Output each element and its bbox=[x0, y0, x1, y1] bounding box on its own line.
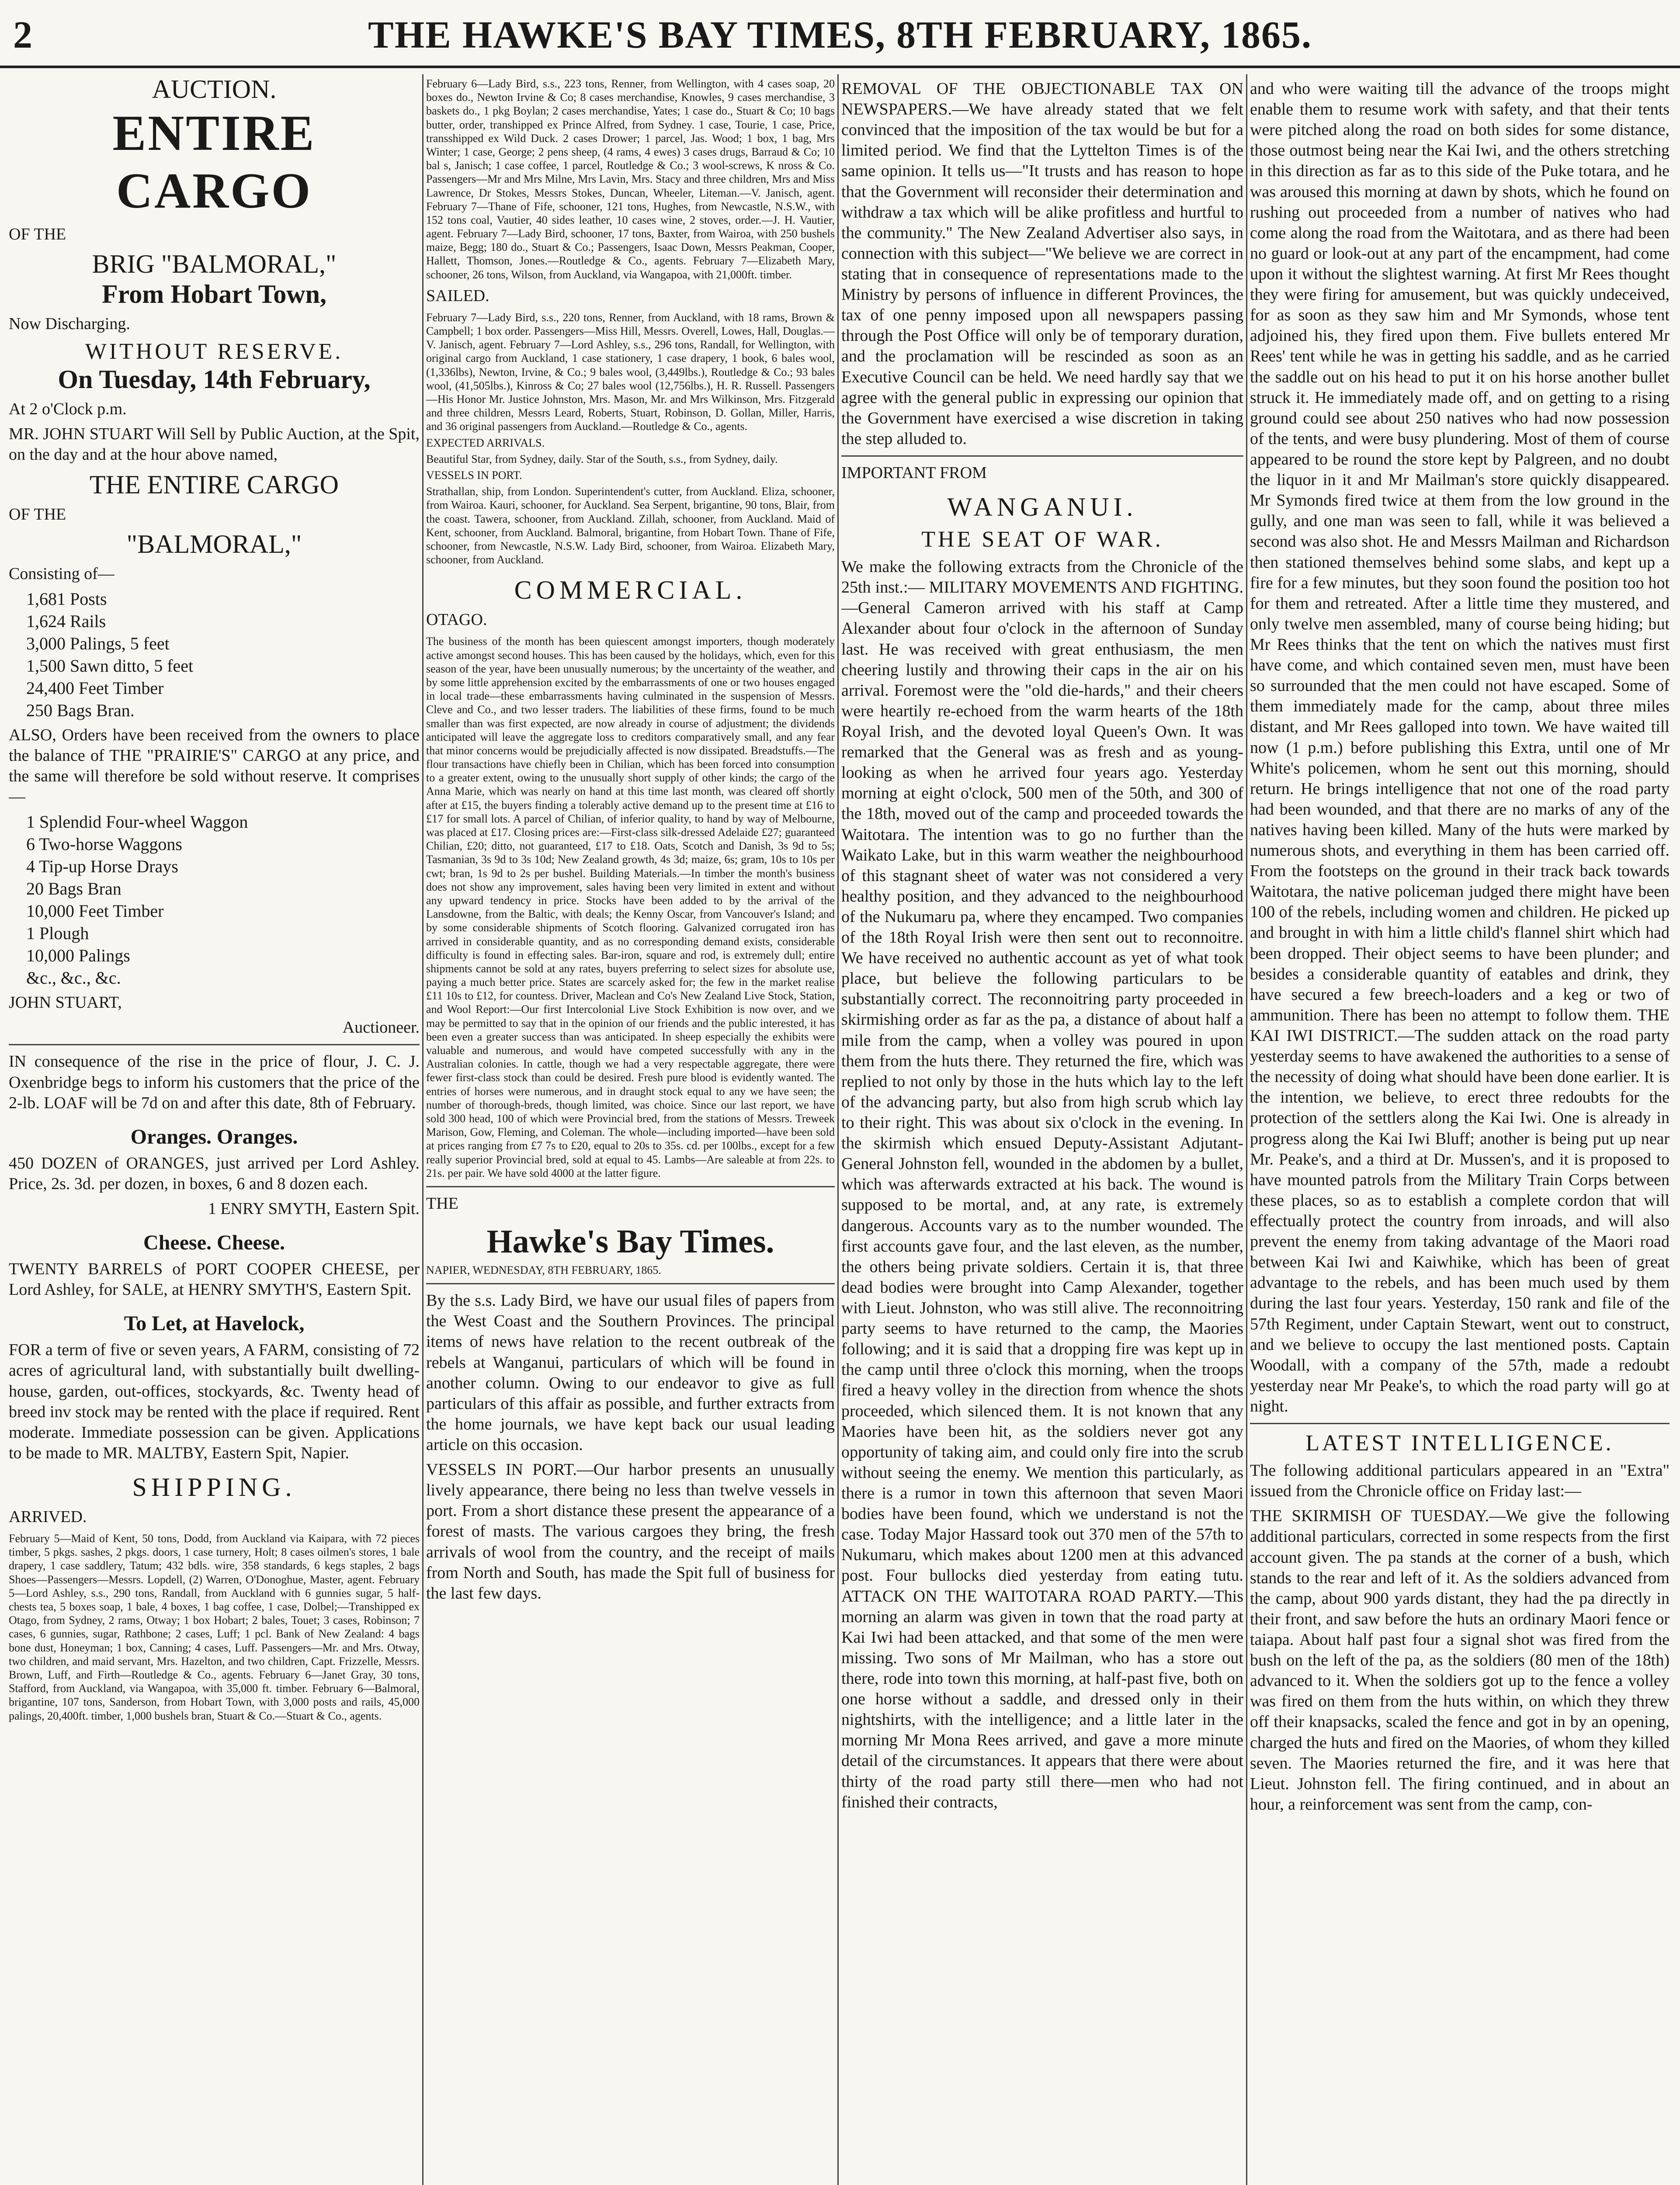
war-body: We make the following extracts from the Chronicle of the 25th inst.:— MILITARY MOVEMENTS AND FIGHTING.—General Cameron arrived with his staff at Camp Alexander about four o'clock in the afternoon of Sunday last. He was received with great enthusiasm, the men cheering lustily and throwing their caps in the air on his arrival. Foremost were the "old die-hards," and their cheers were heartily re-echoed from the warm hearts of the 18th Royal Irish, and the devoted loyal Queen's Own. It was remarked that the General was as fresh and as young-looking as when he arrived four years ago. Yesterday morning at eight o'clock, 500 men of the 50th, and 300 of the 18th, moved out of the camp and proceeded towards the Waitotara. The intention was to go no further than the Waikato Lake, but in this warm weather the neighbourhood of this stagnant sheet of water was not considered a very healthy position, and they advanced to the neighbourhood of the Nukumaru pa, where they encamped. Two companies of the 18th Royal Irish were then sent out to reconnoitre. We have received no authentic account as yet of what took place, but believe the following particulars to be substantially correct. The reconnoitring party proceeded in skirmishing order as far as the pa, a distance of about half a mile from the camp, when a volley was poured in upon them from the huts there. They returned the fire, which was replied to not only by those in the huts which lay to the left of the advancing party, but also from high scrub which lay to their right. This was about six o'clock in the evening. In the skirmish which ensued Deputy-Assistant Adjutant-General Johnston fell, wounded in the abdomen by a bullet, which was afterwards extracted at his back. The wound is supposed to be mortal, and, at any rate, is extremely dangerous. Accounts vary as to the number wounded. The first accounts gave four, and the last eleven, as the number, the others being private soldiers. Certain it is, that three dead bodies were brought into Camp Alexander, together with Lieut. Johnston, who was still alive. The reconnoitring party seems to have returned to the camp, the Maories following; and it is said that a dropping fire was kept up in the camp until three o'clock this morning, when the troops fired a heavy volley in the direction from whence the shots proceeded, which silenced them. It is not known that any Maories have been hit, as the soldiers never got any opportunity of taking aim, and could only fire into the scrub without seeing the enemy. We mention this particularly, as there is a rumor in town this afternoon that seven Maori bodies have been found, which we understand is not the case. Today Major Hassard took out 370 men of the 57th to Nukumaru, which makes about 1200 men at this advanced post. Four bullocks died yesterday from eating tutu. ATTACK ON THE WAITOTARA ROAD PARTY.—This morning an alarm was given in town that the road party at Kai Iwi had been attacked, and that some of the men were missing. Two sons of Mr Mailman, who has a store out there, rode into town this morning, at half-past five, both on one horse without a saddle, and dressed only in their nightshirts, with the intelligence; and a little later in the morning Mr Mona Rees arrived, and gave a more minute detail of the circumstances. It appears that there were about thirty of the road party still there—men who had not finished their contracts, bbox=[841, 558, 1243, 1811]
latest-intro: The following additional particulars appeared in an "Extra" issued from the Chronicle office on Friday last:— bbox=[1250, 1461, 1670, 1501]
column-rule bbox=[1246, 74, 1247, 2185]
cargo-item: &c., &c., &c. bbox=[26, 968, 121, 988]
cargo-item: 24,400 Feet Timber bbox=[26, 678, 164, 698]
cargo-item: 1 Plough bbox=[26, 923, 89, 943]
cheese-title: Cheese. Cheese. bbox=[143, 1231, 285, 1255]
masthead-title: Hawke's Bay Times. bbox=[486, 1223, 774, 1260]
intro-body: By the s.s. Lady Bird, we have our usual files of papers from the West Coast and the Southern Provinces. The principal items of news have relation to the recent outbreak of the rebels at Wanganui, particulars of which will be found in another column. Owing to our endeavor to give as full particulars of this affair as possible, and further extracts from the home journals, we have kept back our usual leading article on this occasion. bbox=[426, 1291, 835, 1454]
column-2 bbox=[426, 74, 835, 2185]
auction-from: From Hobart Town, bbox=[102, 280, 326, 309]
paper-title: THE HAWKE'S BAY TIMES, 8TH FEBRUARY, 1865. bbox=[368, 14, 1312, 56]
vessels-body: Strathallan, ship, from London. Superintendent's cutter, from Auckland. Eliza, schooner, from Wairoa. Kauri, schooner, for Auckland. Sea Serpent, brigantine, 90 tons, Blair, from the coast. Tawera, schooner, from Auckland. Zillah, schooner, from Auckland. Maid of Kent, schooner, from Auckland. Balmoral, brigantine, from Hobart Town. Thane of Fife, schooner, from Newcastle, N.S.W. Lady Bird, schooner, from Wairoa. Elizabeth Mary, schooner, from Auckland. bbox=[426, 485, 835, 566]
havelock-body: FOR a term of five or seven years, A FARM, consisting of 72 acres of agricultural land, with substantially built dwelling-house, garden, out-offices, stockyards, &c. Twenty head of breed inv stock may be rented with the place if required. Rent moderate. Immediate possession can be given. Applications to be made to MR. MALTBY, Eastern Spit, Napier. bbox=[9, 1341, 420, 1462]
sailed-body: February 7—Lady Bird, s.s., 220 tons, Renner, from Auckland, with 18 rams, Brown & Campbell; 1 box order. Passengers—Miss Hill, Messrs. Overell, Lowes, Hall, Douglas.—V. Janisch, agent. February 7—Lord Ashley, s.s., 296 tons, Randall, for Wellington, with original cargo from Auckland, 1 case stationery, 1 case drapery, 1 book, 6 bales wool, (1,336lbs), Newton, Irvine, & Co.; 9 bales wool, (3,449lbs.), Routledge & Co.; 93 bales wool, (41,505lbs.), Kinross & Co; 27 bales wool (12,756lbs.), H. R. Russell. Passengers—His Honor Mr. Justice Johnston, Mrs. Mason, Mr. and Mrs Wilkinson, Mrs. Fitzgerald and three children, Messrs Leard, Roberts, Stuart, Robinson, D. Gollan, Miller, Harris, and 36 original passengers from Auckland.—Routledge & Co., agents. bbox=[426, 311, 835, 433]
auction-also: ALSO, Orders have been received from the owners to place the balance of THE "PRAIRIE'S" CARGO at any price, and the same will therefore be sold without reserve. It comprises— bbox=[9, 725, 420, 806]
shipping-title: SHIPPING. bbox=[132, 1472, 296, 1502]
masthead bbox=[0, 0, 1680, 68]
bread-notice: IN consequence of the rise in the price of flour, J. C. J. Oxenbridge begs to inform his customers that the price of the 2-lb. LOAF will be 7d on and after this date, 8th of February. bbox=[9, 1052, 420, 1112]
auction-heading: AUCTION. bbox=[152, 75, 277, 104]
expected-body: Beautiful Star, from Sydney, daily. Star of the South, s.s., from Sydney, daily. bbox=[426, 452, 778, 465]
sailed-heading: SAILED. bbox=[426, 286, 489, 305]
divider bbox=[9, 1044, 420, 1045]
cargo-item: 1,500 Sawn ditto, 5 feet bbox=[26, 656, 194, 676]
oranges-title: Oranges. Oranges. bbox=[130, 1125, 298, 1148]
auction-cargo: THE ENTIRE CARGO bbox=[90, 470, 339, 499]
auction-reserve: WITHOUT RESERVE. bbox=[85, 339, 344, 364]
auction-role: Auctioneer. bbox=[342, 1018, 420, 1037]
cargo-item: 1 Splendid Four-wheel Waggon bbox=[26, 812, 248, 832]
cargo-item: 10,000 Feet Timber bbox=[26, 901, 164, 921]
auction-date: On Tuesday, 14th February, bbox=[58, 365, 371, 394]
cargo-item: 250 Bags Bran. bbox=[26, 700, 135, 720]
otago-body: The business of the month has been quiescent amongst importers, though moderately active amongst second houses. This has been caused by the holidays, which, even for this season of the year, have been unusually numerous; by the uncertainty of the weather, and by some little apprehension excited by the embarrassments of one or two houses engaged in local trade—these embarrassments having culminated in the suspension of Messrs. Cleve and Co., and two lesser traders. The liabilities of these firms, found to be much smaller than was first expected, are now already in course of adjustment; the dividends anticipated will leave the aggregate loss to creditors comparatively small, and any fear that minor concerns would be prejudicially affected is now dissipated. Breadstuffs.—The flour transactions have chiefly been in Chilian, which has been forced into consumption to a greater extent, owing to the unusually short supply of other kinds; the cargo of the Anna Marie, which was nearly on hand at this time last month, was cleared off shortly after at £15, the buyers finding a tolerably active demand up to the present time at £16 to £17 for small lots. A parcel of Chilian, of inferior quality, to hand by way of Melbourne, was placed at £17. Closing prices are:—First-class silk-dressed Adelaide £27; guaranteed Chilian, £20; ditto, not guaranteed, £17 to £18. Oats, Scotch and Danish, 3s 9d to 5s; Tasmanian, 3s 9d to 3s 10d; New Zealand growth, 4s 3d; maize, 6s; gram, 10s to 10s per cwt; bran, 1s 9d to 2s per bushel. Building Materials.—In timber the month's business does not show any improvement, sales having been very limited in extent and without any upward tendency in price. Stocks have been added to by the arrival of the Lansdowne, from the Baltic, with deals; the Kenny Oscar, from Vancouver's Island; and by some considerable shipments of Scotch flooring. Galvanized corrugated iron has arrived in considerable quantity, and as no corresponding demand exists, considerable difficulty is found in effecting sales. Bar-iron, square and rod, is extremely dull; entire shipments cannot be sold at any rates, buyers preferring to select sizes for absolute use, paying a much better price. States are scarcely asked for; the few in the market realise £11 10s to £12, for countess. Driver, Maclean and Co's New Zealand Live Stock, Station, and Wool Report:—Our first Intercolonial Live Stock Exhibition is now over, and we may be permitted to say that in the opinion of our friends and the public interested, it has been even a greater success than was anticipated. In sheep especially the exhibits were valuable and numerous, and would have competed successfully with any in the Australian colonies. In cattle, though we had a very respectable aggregate, there were fewer first-class stock than could be desired. Fresh pure blood is evidently wanted. The entries of horses were numerous, and in draught stock equal to any we have seen; the number of thorough-breds, though limited, was choice. Since our last report, we have sold 300 head, 100 of which were Provincial bred, from the stations of Messrs. Treweek Marison, Gow, Fleming, and Coleman. The whole—including imported—have been sold at prices ranging from £7 7s to £20, equal to 20s to 35s. cd. per 100lbs., except for a few really superior Provincial bred, sold at equal to 45. Lambs—Are saleable at from 22s. to 21s. per pair. We have sold 4000 at the latter figure. bbox=[426, 635, 835, 1179]
auction-of: OF THE bbox=[9, 225, 66, 243]
auction-title: ENTIRE CARGO bbox=[112, 105, 316, 218]
auction-brig: BRIG "BALMORAL," bbox=[92, 250, 337, 279]
oranges-signature: 1 ENRY SMYTH, Eastern Spit. bbox=[208, 1199, 420, 1218]
shipping-arrived: ARRIVED. bbox=[9, 1507, 87, 1526]
cargo-item: 20 Bags Bran bbox=[26, 879, 121, 899]
auction-time: At 2 o'Clock p.m. bbox=[9, 400, 127, 419]
cargo-item: 1,681 Posts bbox=[26, 589, 107, 609]
commercial-title: COMMERCIAL. bbox=[514, 576, 747, 605]
column-3 bbox=[841, 74, 1243, 2185]
latest-heading: LATEST INTELLIGENCE. bbox=[1305, 1431, 1614, 1456]
masthead-the: THE bbox=[426, 1194, 458, 1213]
dateline: NAPIER, WEDNESDAY, 8TH FEBRUARY, 1865. bbox=[426, 1264, 661, 1277]
auction-consisting: Consisting of— bbox=[9, 564, 115, 583]
otago-heading: OTAGO. bbox=[426, 610, 487, 629]
cargo-item: 1,624 Rails bbox=[26, 611, 106, 631]
havelock-title: To Let, at Havelock, bbox=[124, 1312, 305, 1335]
auction-body: MR. JOHN STUART Will Sell by Public Auction, at the Spit, on the day and at the hour above named, bbox=[9, 425, 420, 464]
auction-name: "BALMORAL," bbox=[126, 529, 302, 558]
war-continued-body: and who were waiting till the advance of the troops might enable them to resume work with safety, and that their tents were pitched along the road on both sides for some distance, those outmost being near the Kai Iwi, and the others stretching in this direction as far as to this side of the Puke totara, and he was aroused this morning at dawn by shots, which he found on rushing out proceeded from a number of natives who had come along the road from the Waitotara, and as there had been no guard or look-out at any part of the encampment, had come upon it without the slightest warning. At first Mr Rees thought they were firing for amusement, but was quickly undeceived, for as soon as they saw him and Mr Symonds, whose tent adjoined his, they fired upon them. Five bullets entered Mr Rees' tent while he was in getting his saddle, and as he carried the saddle out on his head to put it on his horse another bullet struck it. He immediately made off, and on getting to a rising ground could see about 250 natives who had now possession of the tents, and were busy plundering. Most of them of course appeared to be round the store kept by Palgreen, and no doubt the liquor in it and Mr Mailman's store quickly disappeared. Mr Symonds fired twice at them from the low ground in the gully, and one man was seen to fall, while it was believed a second was also shot. He and Messrs Mailman and Richardson then stationed themselves behind some slabs, and kept up a fire for a few minutes, but they soon found the position too hot for them and retreated. After a little time they mustered, and only twelve men assembled, many of course being hiding; but Mr Rees thinks that the tent on which the natives must first have come, and which contained seven men, must have been so surrounded that the men could not have escaped. Some of them immediately made for the camp, about three miles distant, and Mr Rees galloped into town. We have waited till now (1 p.m.) before publishing this Extra, until one of Mr White's policemen, whom he sent out this morning, should return. He brings intelligence that not one of the road party had been wounded, and that there are no marks of any of the natives having been killed. Many of the huts were marked by numerous shots, and everything in them has been carried off. From the footsteps on the ground in their track back towards Waitotara, the native policeman judged there might have been 100 of the rebels, including women and children. He picked up and brought in with him a little child's flannel shirt which had been dropped. Their object seems to have been plunder; and besides a considerable quantity of eatables and drink, they have secured a few breech-loaders and a keg or two of ammunition. There has been no attempt to follow them. THE KAI IWI DISTRICT.—The sudden attack on the road party yesterday seems to have awakened the authorities to a sense of the necessity of doing what should have been done earlier. It is the intention, we believe, to erect three redoubts for the protection of the settlers along the Kai Iwi. One is already in progress along the Kai Iwi Bluff; another is being put up near Mr. Peake's, and a third at Dr. Mussen's, and it is proposed to have mounted patrols from the Military Train Corps between these places, so as to establish a complete cordon that will effectually protect the country from inroads, and will also prevent the enemy from taking advantage of the Maori road between Kai Iwi and Kaiwhike, which has been of great advantage to the rebels, and has been much used by them during the last four years. Yesterday, 150 rank and file of the 57th Regiment, under Captain Stewart, went out to construct, and we believe to occupy the last mentioned posts. Captain Woodall, with a company of the 57th, made a redoubt yesterday near Mr Peake's, to which the road party will go at night. bbox=[1250, 80, 1670, 1415]
column-rule bbox=[422, 74, 423, 2185]
cargo-item: 4 Tip-up Horse Drays bbox=[26, 857, 178, 877]
oranges-body: 450 DOZEN of ORANGES, just arrived per Lord Ashley. Price, 2s. 3d. per dozen, in boxes, 6 and 8 dozen each. bbox=[9, 1154, 420, 1193]
important-heading: IMPORTANT FROM bbox=[841, 463, 987, 482]
divider bbox=[426, 1283, 835, 1284]
shipping-body: February 5—Maid of Kent, 50 tons, Dodd, from Auckland via Kaipara, with 72 pieces timber, 5 pkgs. sashes, 2 pkgs. doors, 1 case turnery, Holt; 8 cases oilmen's stores, 1 bale drapery, 1 case saddlery, Tatum; 432 bdls. wire, 358 standards, 6 kegs staples, 2 bags Shoes—Passengers—Messrs. Lopdell, (2) Warren, O'Donoghue, Master, agent. February 5—Lord Ashley, s.s., 290 tons, Randall, from Auckland with 6 gunnies sugar, 5 half-chests tea, 5 boxes soap, 1 bale, 4 boxes, 1 bag coffee, 1 case, Dolbel;—Transhipped ex Otago, from Sydney, 2 rams, Otway; 1 box Hobart; 2 bales, Touet; 3 cases, Robinson; 7 cases, 6 gunnies, sugar, Rathbone; 2 cases, Luff; 1 pcl. Bank of New Zealand: 4 bags bone dust, Honeyman; 1 box, Canning; 4 cases, Luff. Passengers—Mr. and Mrs. Otway, two children, and maid servant, Mrs. Hazelton, and two children, Capt. Frizzelle, Messrs. Brown, Luff, and Firth—Routledge & Co., agents. February 6—Janet Gray, 30 tons, Stafford, from Auckland, via Wangapoa, with 35,000 ft. timber. February 6—Balmoral, brigantine, 107 tons, Sanderson, from Hobart Town, with 3,000 posts and rails, 45,000 palings, 20,400ft. timber, 1,000 bushels bran, Stuart & Co.—Stuart & Co., agents. bbox=[9, 1532, 420, 1722]
divider bbox=[841, 455, 1243, 457]
removal-body: REMOVAL OF THE OBJECTIONABLE TAX ON NEWSPAPERS.—We have already stated that we felt convinced that the imposition of the tax would be but for a limited period. We find that the Lyttelton Times is of the same opinion. It tells us—"It trusts and has reason to hope that the Government will reconsider their determination and withdraw a tax which will be alike profitless and hurtful to the community." The New Zealand Advertiser also says, in connection with this subject—"We believe we are correct in stating that in consequence of representations made to the Ministry by persons of influence in different Provinces, the tax of one penny imposed upon all newspapers passing through the Post Office will only be of temporary duration, and the proclamation will be rescinded as soon as an Executive Council can be held. We need hardly say that we agree with the general public in expressing our opinion that the Government have exercised a wise discretion in taking the step alluded to. bbox=[841, 80, 1243, 448]
divider bbox=[426, 1186, 835, 1187]
expected-heading: EXPECTED ARRIVALS. bbox=[426, 436, 545, 449]
column-4 bbox=[1250, 74, 1670, 2185]
auction-signature: JOHN STUART, bbox=[9, 993, 122, 1012]
column-rule bbox=[837, 74, 839, 2185]
cargo-item: 10,000 Palings bbox=[26, 946, 130, 966]
vessels-heading: VESSELS IN PORT. bbox=[426, 468, 522, 482]
vessels-paragraph: VESSELS IN PORT.—Our harbor presents an unusually lively appearance, there being no less than twelve vessels in port. From a short distance these present the appearance of a forest of masts. The various cargoes they bring, the fresh arrivals of wool from the country, and the receipt of mails from North and South, has made the Spit full of business for the last few days. bbox=[426, 1460, 835, 1602]
auction-of2: OF THE bbox=[9, 505, 66, 524]
column-1 bbox=[9, 74, 420, 2185]
latest-body: THE SKIRMISH OF TUESDAY.—We give the following additional particulars, corrected in some respects from the first account given. The pa stands at the corner of a bush, which stands to the rear and left of it. As the soldiers advanced from the camp, about 900 yards distant, they had the pa directly in their front, and saw before the huts an ordinary Maori fence or taiapa. About half past four a signal shot was fired from the bush on the left of the pa, as the soldiers (80 men of the 18th) advanced to it. When the soldiers got up to the fence a volley was fired on them from the huts within, on which they threw off their knapsacks, scaled the fence and got in by an opening, charged the huts and fired on the Maories, of whom they killed seven. The Maories returned the fire, and it was here that Lieut. Johnston fell. The firing continued, and in about an hour, a reinforcement was sent from the camp, con- bbox=[1250, 1507, 1670, 1814]
wanganui-heading: WANGANUI. bbox=[947, 492, 1138, 522]
divider bbox=[1250, 1423, 1670, 1424]
auction-now: Now Discharging. bbox=[9, 315, 130, 333]
seat-of-war-heading: THE SEAT OF WAR. bbox=[921, 527, 1163, 552]
cargo-item: 6 Two-horse Waggons bbox=[26, 834, 182, 854]
cheese-body: TWENTY BARRELS of PORT COOPER CHEESE, per Lord Ashley, for SALE, at HENRY SMYTH'S, Eastern Spit. bbox=[9, 1260, 420, 1299]
arrivals-body: February 6—Lady Bird, s.s., 223 tons, Renner, from Wellington, with 4 cases soap, 20 boxes do., Newton Irvine & Co; 8 cases merchandise, Knowles, 9 cases merchandise, 3 baskets do., 1 pkg Boylan; 2 cases merchandise, Yates; 1 case do., Stuart & Co; 10 bags butter, order, transhipped ex Prince Alfred, from Sydney. 1 case, Tourie, 1 case, Price, transshipped ex Wild Duck. 2 cases Drower; 1 parcel, Jas. Wood; 1 box, 1 bag, Mrs Winter; 1 case, George; 2 pens sheep, (4 rams, 4 ewes) 3 cases drugs, Barraud & Co; 10 bal s, Janisch; 1 case coffee, 1 parcel, Routledge & Co.; 3 wool-screws, K nross & Co. Passengers—Mr and Mrs Milne, Mrs Lavin, Mrs. Stacy and three children, Mrs and Miss Lawrence, Dr Stokes, Messrs Stokes, Duncan, Wheeler, Liteman.—V. Janisch, agent. February 7—Thane of Fife, schooner, 121 tons, Hughes, from Newcastle, N.S.W., with 152 tons coal, Vautier, 40 sides leather, 10 cases wine, 2 stoves, order.—J. H. Vautier, agent. February 7—Lady Bird, schooner, 17 tons, Baxter, from Wairoa, with 250 bushels maize, Begg; 180 do., Stuart & Co.; Passengers, Isaac Down, Messrs Peakman, Cooper, Hallett, Thomson, Jones.—Routledge & Co., agents. February 7—Elizabeth Mary, schooner, 26 tons, Wilson, from Auckland, via Wangapoa, with 21,000ft. timber. bbox=[426, 77, 835, 281]
cargo-item: 3,000 Palings, 5 feet bbox=[26, 633, 170, 653]
page-number: 2 bbox=[13, 14, 32, 56]
